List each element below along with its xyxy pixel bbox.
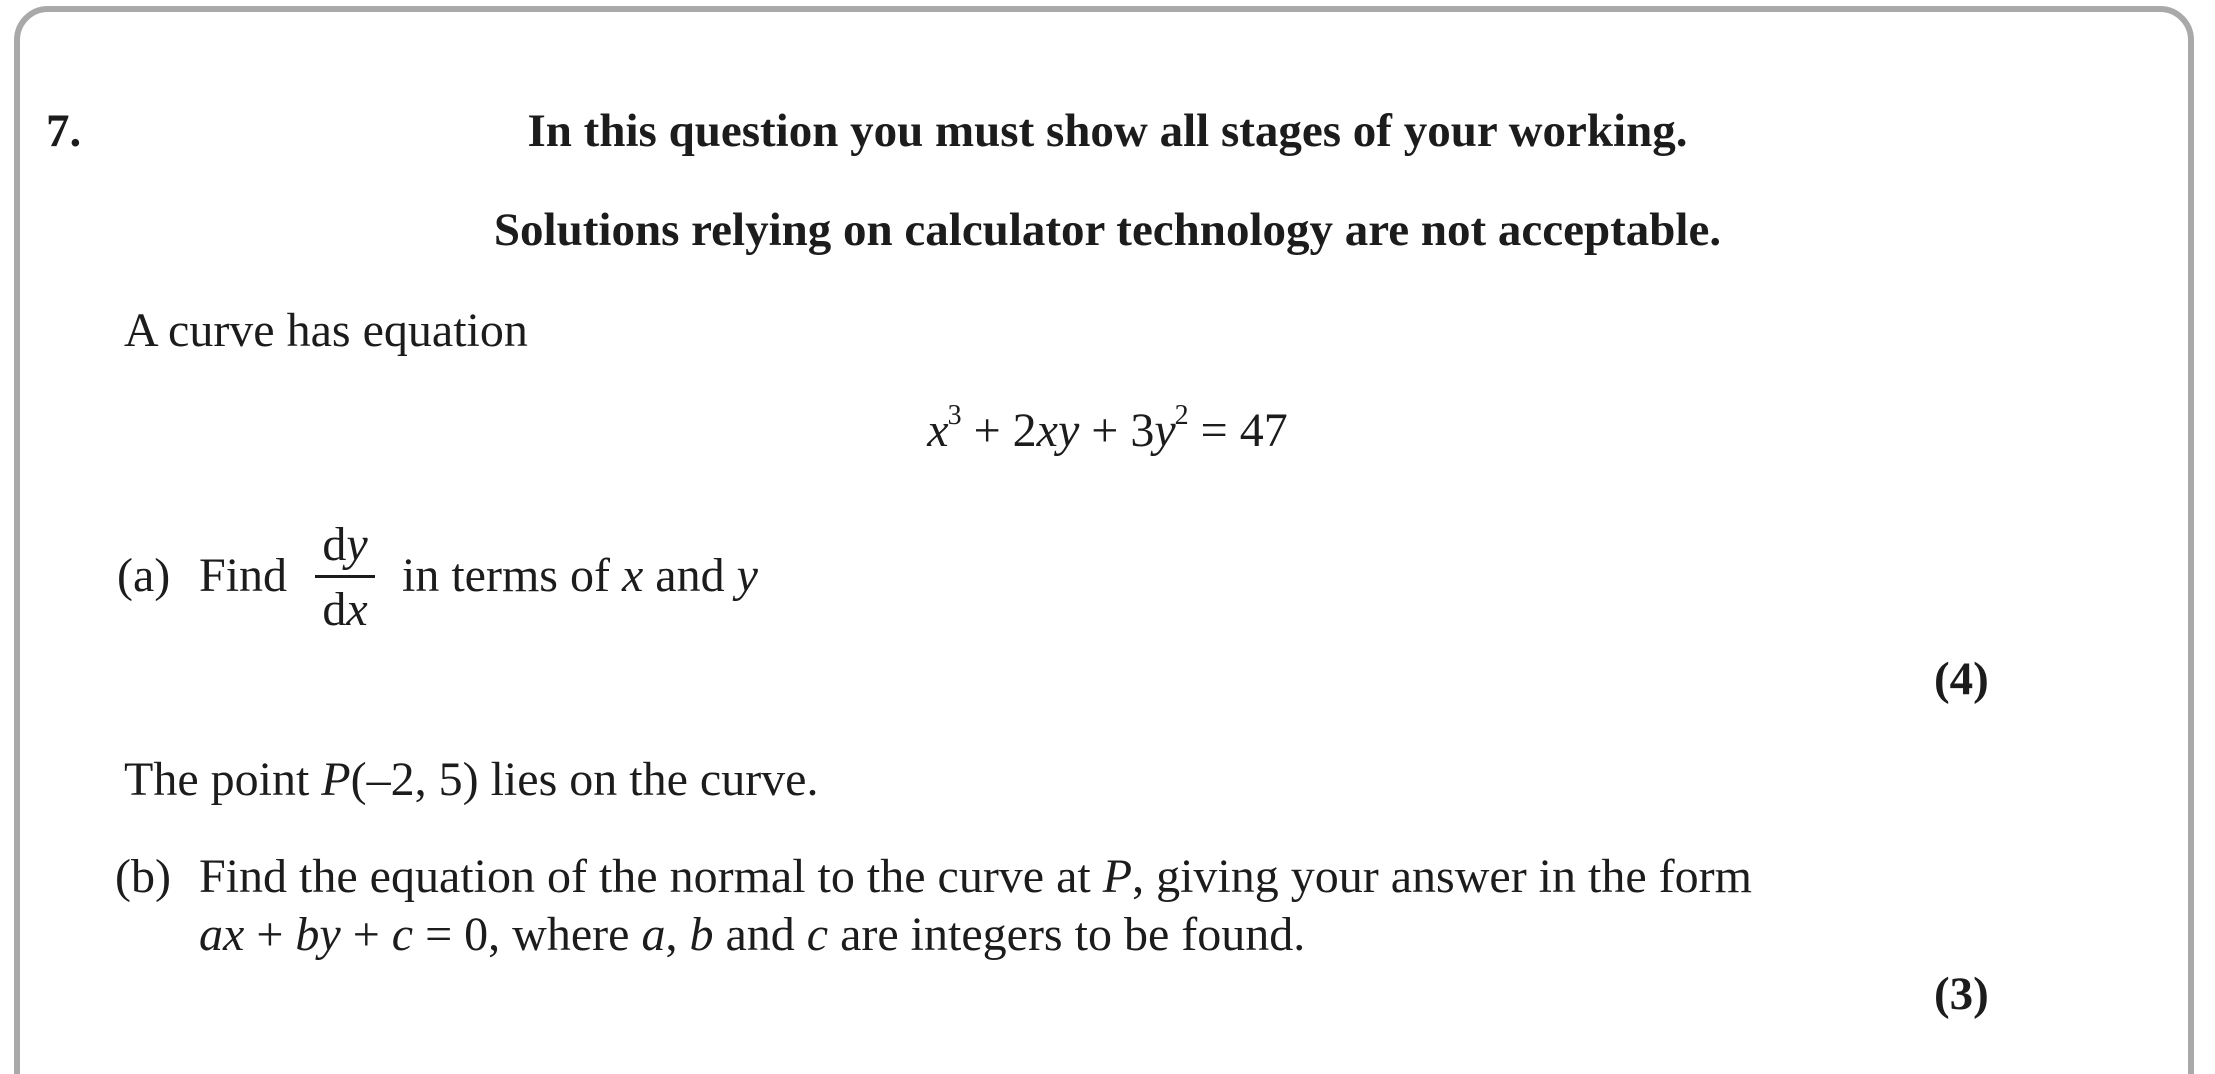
part-b-label: (b) bbox=[115, 850, 171, 903]
eq-mid1: + 2 bbox=[961, 404, 1037, 457]
question-number: 7. bbox=[46, 105, 82, 157]
fraction-bar bbox=[315, 575, 375, 578]
part-b-marks: (3) bbox=[1934, 968, 1989, 1020]
instruction-no-calculator: Solutions relying on calculator technology are not acceptable. bbox=[493, 204, 1722, 256]
part-b-line-2: ax + by + c = 0, where a, b and c are integers to be found. bbox=[199, 908, 1306, 961]
eq-exp-3: 3 bbox=[947, 400, 962, 431]
eq-exp-2: 2 bbox=[1174, 400, 1189, 431]
dy-dx-fraction bbox=[315, 517, 375, 638]
point-statement: The point P(–2, 5) lies on the curve. bbox=[124, 753, 819, 806]
part-a-label: (a) bbox=[117, 549, 171, 602]
curve-equation bbox=[0, 400, 2215, 458]
eq-mid2: + 3 bbox=[1079, 404, 1155, 457]
eq-x: x bbox=[927, 404, 949, 457]
eq-xy: xy bbox=[1036, 404, 1080, 457]
eq-y: y bbox=[1154, 404, 1176, 457]
part-a-find: Find bbox=[199, 549, 288, 602]
fraction-numerator: dy bbox=[322, 518, 368, 571]
eq-rhs: = 47 bbox=[1188, 404, 1288, 457]
fraction-denominator: dx bbox=[322, 583, 368, 636]
instruction-show-working: In this question you must show all stages of your working. bbox=[527, 105, 1688, 157]
part-a-marks: (4) bbox=[1934, 653, 1989, 705]
intro-text: A curve has equation bbox=[124, 304, 528, 357]
part-a-text: in terms of x and y bbox=[402, 549, 758, 602]
part-b-line-1: Find the equation of the normal to the curve at P, giving your answer in the form bbox=[199, 850, 1752, 903]
